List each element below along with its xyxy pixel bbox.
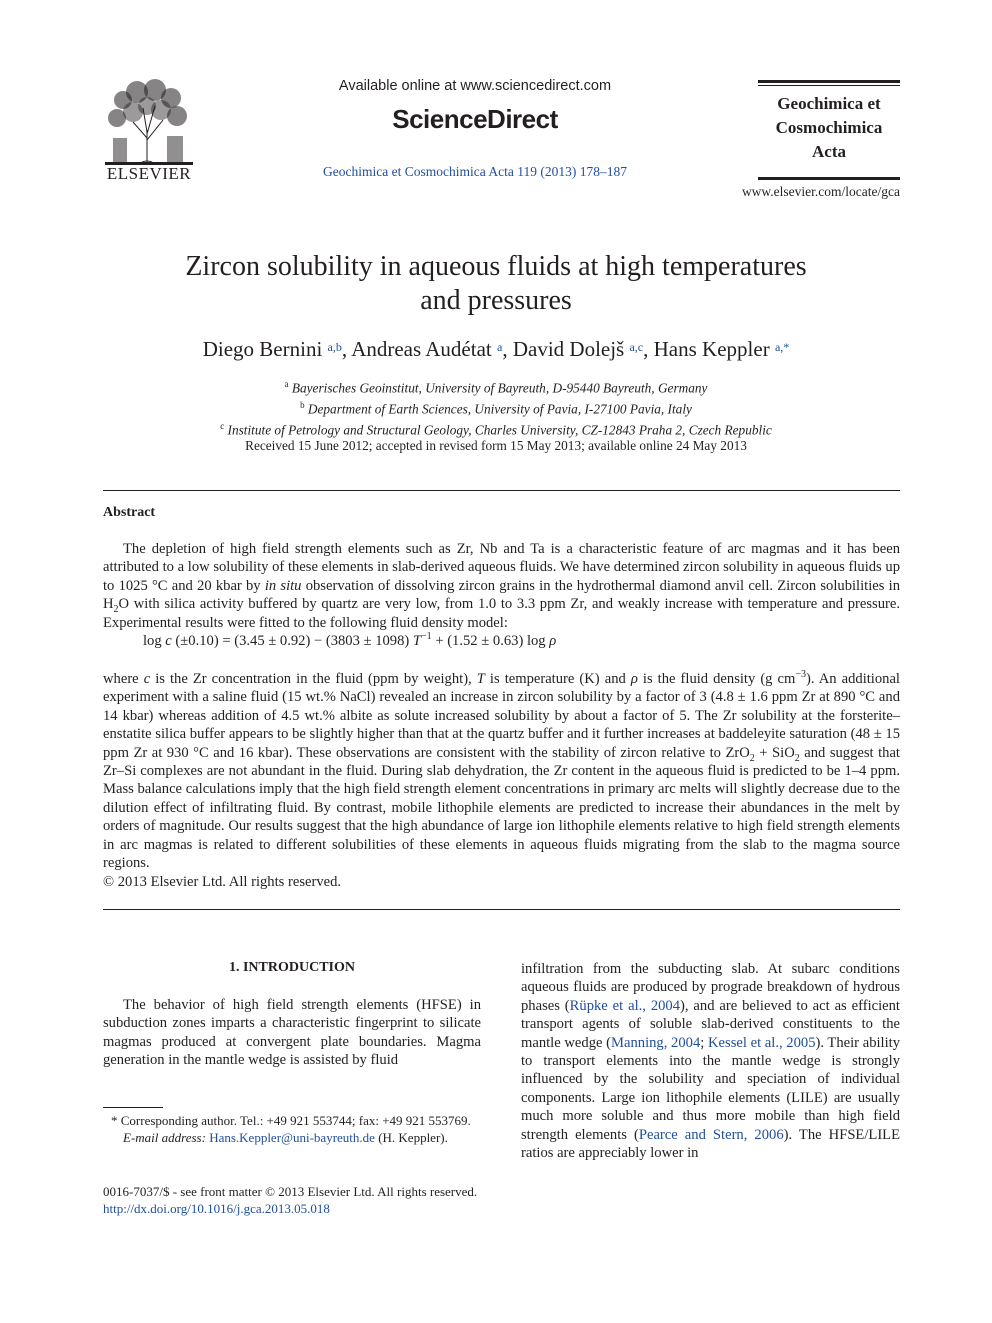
author-name: Hans Keppler [653, 337, 770, 361]
abstract-paragraph-2: where c is the Zr concentration in the fluid (ppm by weight), T is temperature (K) and ρ is the fluid density (g $cm^{-3}$). An additional experiment with a saline fluid (15 wt.% NaCl) revealed an increase in zircon solubility by a factor of 3 (4.8 ± 1.6 ppm Zr at 890 °C and 14 kbar) whereas addition of 4.5 wt.% albite as solute increased solubility by about a factor of 5. The Zr solubility at the forsterite–enstatite silica buffer appears to be slightly higher than that at the quartz buffer and it further increases at baddeleyite saturation (48 ± 15 ppm Zr at 930 °C and 16 kbar). These observations are consistent with the stability of zircon relative to ZrO$_2$ + SiO$_2$ and suggest that Zr–Si complexes are not abundant in the fluid. During slab dehydration, the Zr content in the aqueous fluid is predicted to be 1–4 ppm. Mass balance calculations imply that the high field strength element concentrations in primary arc melts will slightly decrease due to the dilution effect of infiltrating fluid. By contrast, mobile lithophile elements are predicted to increase their abundances in the melt by orders of magnitude. Our results suggest that the high abundance of large ion lithophile elements relative to high field strength elements in arc magmas is related to different solubilities of these elements in aqueous fluids migrating from the slab to the magma source regions. [103, 669, 900, 872]
abstract-paragraph-1: The depletion of high field strength elements such as Zr, Nb and Ta is a characteristic feature of arc magmas and it has been attributed to a low solubility of these elements in slab-derived aqueous fluids. We have determined zircon solubility in aqueous fluids up to 1025 °C and 20 kbar by in situ observation of dissolving zircon grains in the hydrothermal diamond anvil cell. Zircon solubilities in $H_2O$ with silica activity buffered by quartz are very low, from 1.0 to 3.3 ppm Zr, and weakly increase with temperature and pressure. Experimental results were fitted to the following fluid density model: [103, 541, 900, 631]
journal-url[interactable]: www.elsevier.com/locate/gca [741, 184, 900, 199]
footnote [103, 1112, 481, 1146]
copyright-line: © 2013 Elsevier Ltd. All rights reserved. [103, 873, 342, 890]
publisher-name: ELSEVIER [106, 164, 192, 183]
intro-paragraph: The behavior of high field strength elements (HFSE) in subduction zones imparts a characteristic fingerprint to silicate magmas produced at convergent plate boundaries. Magma generation in the mantle wedge is assisted by fluid [103, 997, 481, 1069]
abstract-heading: Abstract [103, 505, 156, 520]
doi-link[interactable]: http://dx.doi.org/10.1016/j.gca.2013.05.018 [103, 1201, 330, 1216]
density-model-equation: log c (±0.10) = (3.45 ± 0.92) − (3803 ± 1098) $T^{-1} + (1.52 \pm 0.63)$ log ρ [143, 631, 557, 650]
author-affiliation-mark[interactable]: a,* [774, 340, 790, 354]
intro-left-column [103, 996, 481, 1070]
author-name: David Dolejš [512, 337, 625, 361]
journal-title-box [758, 80, 900, 180]
journal-name-line-1: Geochimica et [777, 94, 881, 113]
available-online: Available online at www.sciencedirect.com [338, 78, 612, 94]
author-name: Diego Bernini [202, 337, 323, 361]
article-title [110, 250, 882, 318]
citation-link[interactable]: Rüpke et al., 2004 [569, 997, 681, 1014]
affiliation-b: $^b$ Department of Earth Sciences, University of Pavia, I-27100 Pavia, Italy [300, 399, 692, 417]
sciencedirect-brand: ScienceDirect [392, 104, 558, 134]
author-affiliation-mark[interactable]: a,b [327, 340, 342, 354]
corresponding-author-note: * Corresponding author. Tel.: +49 921 553744; fax: +49 921 553769. [111, 1113, 471, 1128]
journal-name-line-2: Cosmochimica [775, 118, 883, 137]
email-link[interactable]: Hans.Keppler@uni-bayreuth.de [209, 1130, 375, 1145]
footnote-rule [103, 1107, 163, 1108]
email-line: E-mail address: Hans.Keppler@uni-bayreuth.de (H. Keppler). [123, 1130, 448, 1145]
divider-top [103, 490, 900, 491]
affiliation-a: $^a$ Bayerisches Geoinstitut, University of Bayreuth, D-95440 Bayreuth, Germany [284, 379, 708, 396]
issn-line: 0016-7037/$ - see front matter © 2013 Elsevier Ltd. All rights reserved. [103, 1184, 478, 1199]
journal-reference-link[interactable]: Geochimica et Cosmochimica Acta 119 (2013) 178–187 [323, 164, 627, 179]
title-line-1: Zircon solubility in aqueous fluids at high temperatures [185, 251, 807, 282]
section-heading: 1. INTRODUCTION [228, 960, 355, 975]
affiliations [110, 376, 882, 439]
front-matter [103, 1183, 543, 1217]
citation-link[interactable]: Kessel et al., 2005 [708, 1034, 816, 1051]
elsevier-logo [103, 78, 195, 184]
author-name: Andreas Audétat [351, 337, 492, 361]
citation-link[interactable]: Manning, 2004 [611, 1034, 701, 1051]
author-list: Diego Bernini $^{a,b}$, Andreas Audétat $^a$, David Dolejš $^{a,c}$, Hans Keppler $^{a,*}$ [202, 337, 790, 361]
intro-right-column: infiltration from the subducting slab. At subarc conditions aqueous fluids are produced by prograde breakdown of hydrous phases (Rüpke et al., 2004), and are believed to act as efficient transport agents of soluble slab-derived constituents to the mantle wedge (Manning, 2004; Kessel et al., 2005). Their ability to transport elements into the mantle wedge is strongly influenced by the solubility and speciation of individual components. Large ion lithophile elements (LILE) are usually much more soluble and thus more mobile than high field strength elements (Pearce and Stern, 2006). The HFSE/LILE ratios are appreciably lower in [521, 961, 901, 1162]
journal-name-line-3: Acta [812, 142, 846, 161]
citation-link[interactable]: Pearce and Stern, 2006 [638, 1126, 784, 1143]
received-dates: Received 15 June 2012; accepted in revised form 15 May 2013; available online 24 May 2013 [245, 438, 747, 453]
author-affiliation-mark[interactable]: a [497, 340, 503, 354]
abstract-body [103, 540, 900, 891]
affiliation-c: $^c$ Institute of Petrology and Structural Geology, Charles University, CZ-12843 Praha 2, Czech Republic [220, 420, 772, 438]
author-affiliation-mark[interactable]: a,c [629, 340, 644, 354]
title-line-2: and pressures [420, 285, 572, 316]
divider-bottom [103, 909, 900, 910]
